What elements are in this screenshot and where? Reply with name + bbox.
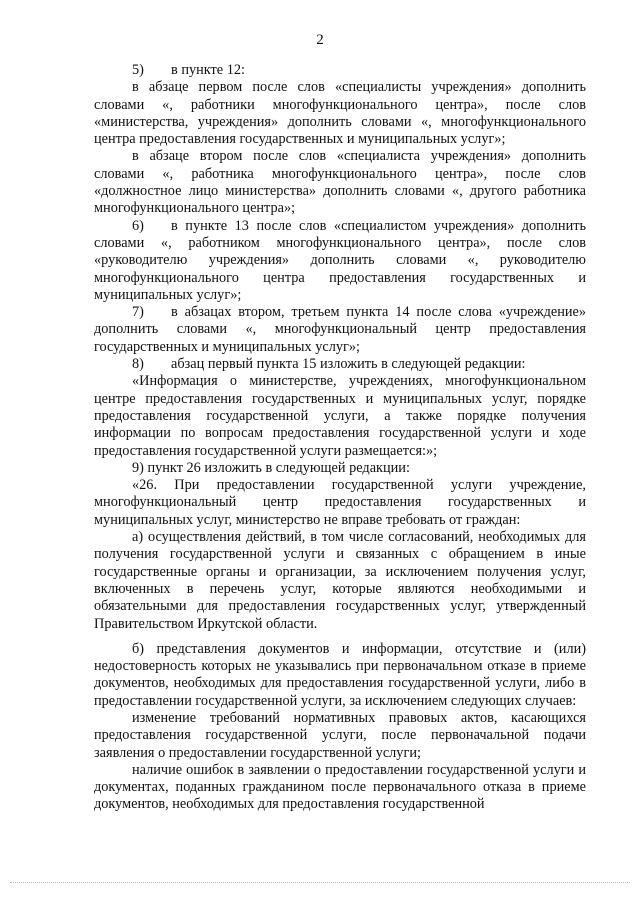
paragraph-text: в абзаце первом после слов «специалисты учреждения» дополнить словами «, работники многофункционального центра», после слов «министерства, учреждения» дополнить словами «, многофункционального центра предоставления государственных и муниципальных услуг»;	[94, 79, 586, 148]
paragraph	[94, 477, 586, 529]
paragraph-text: б) представления документов и информации, отсутствие и (или) недостоверность которых не указывались при первоначальном отказе в приеме документов, необходимых для предоставления государственной услуги, либо в предоставлении государственной услуги, за исключением следующих случаев:	[94, 640, 586, 709]
paragraph	[94, 373, 586, 459]
paragraph-text: в пункте 13 после слов «специалистом учреждения» дополнить словами «, работником многофункционального центра», после слов «руководителю учреждения» дополнить словами «, руководителю многофункционального центра предоставления государственных и муниципальных услуг»;	[94, 217, 586, 303]
paragraph-text: «Информация о министерстве, учреждениях, многофункциональном центре предоставления государственных и муниципальных услуг, порядке предоставления государственной услуги, а также порядке получения информации по вопросам предоставления государственной услуги и ходе предоставления государственной услуги размещается:»;	[94, 373, 586, 459]
paragraph	[94, 79, 586, 148]
paragraph	[94, 218, 586, 304]
paragraph	[94, 304, 586, 356]
document-body	[94, 62, 586, 814]
paragraph-text: наличие ошибок в заявлении о предоставлении государственной услуги и документах, поданных гражданином после первоначального отказа в приеме документов, необходимых для предоставления государственной	[94, 761, 586, 813]
paragraph	[94, 529, 586, 633]
item-number: 5)	[132, 62, 144, 78]
paragraph	[94, 62, 586, 79]
paragraph-text: «26. При предоставлении государственной услуги учреждение, многофункциональный центр предоставления государственных и муниципальных услуг, министерство не вправе требовать от граждан:	[94, 477, 586, 528]
paragraph-text: 9) пункт 26 изложить в следующей редакции:	[132, 459, 410, 476]
paragraph-text: в абзацах втором, третьем пункта 14 после слова «учреждение» дополнить словами «, многофункциональный центр предоставления государственных и муниципальных услуг»;	[94, 304, 586, 355]
footer-divider	[10, 882, 630, 883]
paragraph	[94, 710, 586, 762]
paragraph	[94, 460, 586, 477]
paragraph-text: абзац первый пункта 15 изложить в следующей редакции:	[171, 356, 526, 373]
paragraph	[94, 641, 586, 710]
item-number: 8)	[132, 356, 144, 373]
item-number: 6)	[132, 217, 144, 234]
paragraph-text: изменение требований нормативных правовых актов, касающихся предоставления государственной услуги, после первоначальной подачи заявления о предоставлении государственной услуги;	[94, 709, 586, 761]
paragraph-text: в абзаце втором после слов «специалиста учреждения» дополнить словами «, работника многофункционального центра», после слов «должностное лицо министерства» дополнить словами «, другого работника многофункционального центра»;	[94, 148, 586, 217]
paragraph	[94, 356, 586, 373]
paragraph	[94, 148, 586, 217]
paragraph	[94, 762, 586, 814]
paragraph-text: в пункте 12:	[171, 62, 245, 78]
paragraph-text: а) осуществления действий, в том числе согласований, необходимых для получения государственной услуги и связанных с обращением в иные государственные органы и организации, за исключением получения услуг, включенных в перечень услуг, которые являются необходимыми и обязательными для предоставления государственных услуг, утвержденный Правительством Иркутской области.	[94, 529, 586, 632]
item-number: 7)	[132, 304, 144, 321]
page-number: 2	[316, 32, 324, 48]
